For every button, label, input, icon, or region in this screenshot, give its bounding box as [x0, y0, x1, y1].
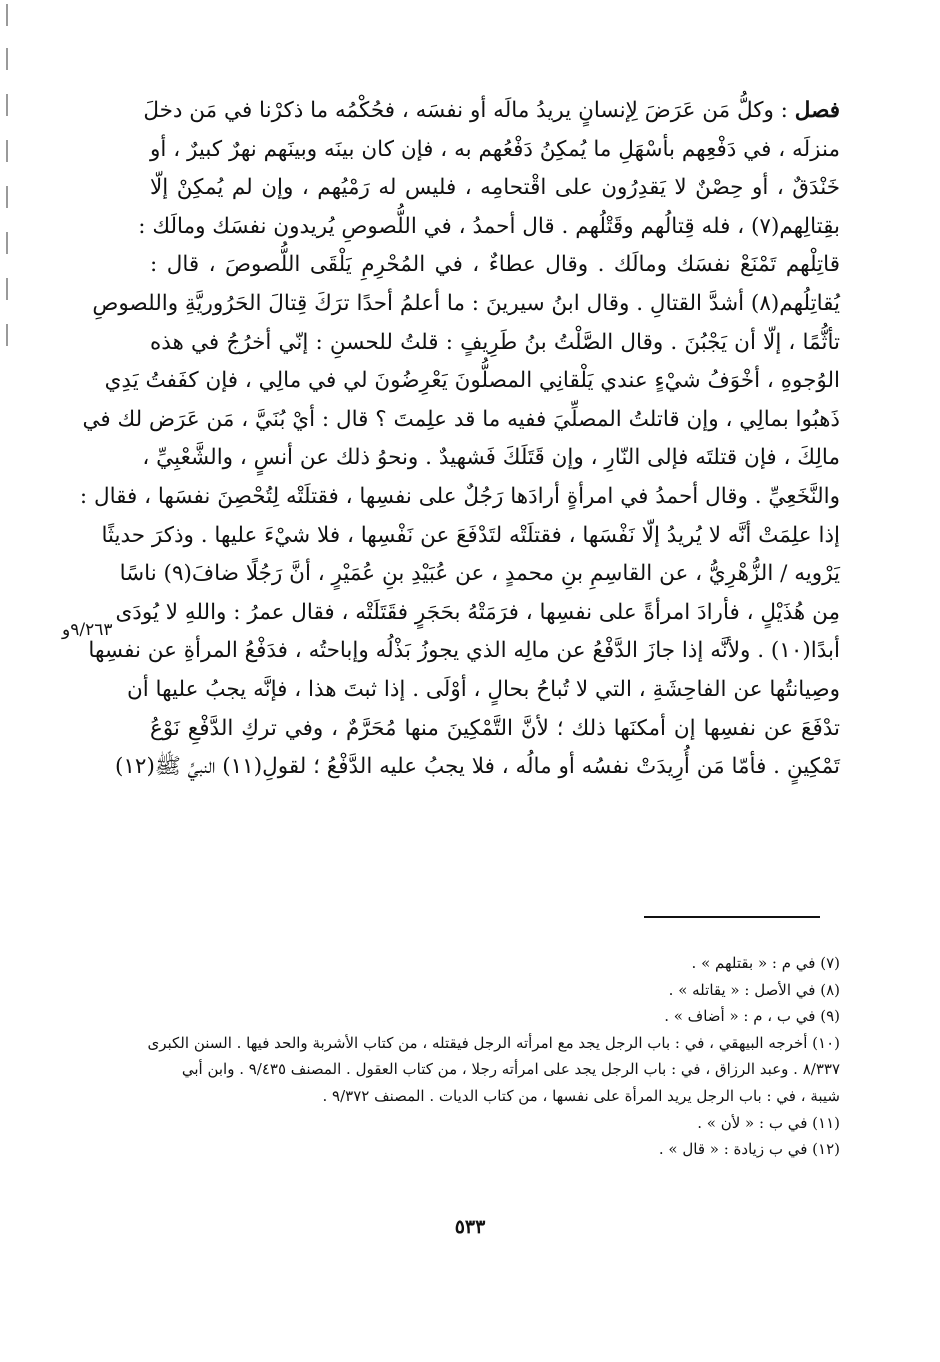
text-line: ذَهبُوا بمالِي ، وإن قاتلتُ المصلِّيَ ففيه ما قد علِمتَ ؟ قال : أيْ بُنَيَّ ، مَن عَرَض لك في: [82, 406, 840, 432]
text-line: مالِكَ ، فإن قتلتَه فإلى النّارِ ، وإن قَتَلَكَ فَشهيدٌ . ونحوُ ذلك عن أنسٍ ، والشَّعْبِيِّ ،: [142, 445, 840, 471]
footnote-10-continued: شيبة ، في : باب الرجل يريد المرأة على نفسها ، من كتاب الديات . المصنف ٩/٣٧٢ .: [322, 1086, 840, 1105]
text-line: قاتِلْهم تَمْنَعْ نفسَك ومالَك . وقال عطاءٌ ، في المُحْرِمِ يَلْقَى اللُّصوصَ ، قال :: [150, 252, 840, 278]
edge-mark: [6, 48, 8, 70]
edge-mark: [6, 4, 8, 26]
edge-mark: [6, 186, 8, 208]
section-heading: فصل: [794, 98, 840, 123]
footnote-divider: [644, 916, 820, 918]
footnote-8: (٨) في الأصل : « يقاتله » .: [668, 980, 840, 999]
text-line: الوُجوهِ ، أخْوَفُ شيْءٍ عندي يَلْقانِي المصلُّونَ يَعْرِضُونَ لي في مالِي ، فإن كفَفتُ يَدِي: [104, 368, 840, 394]
text-line: والنَّخَعِيِّ . وقال أحمدُ في امرأةٍ أرادَها رَجُلٌ على نفسِها ، فقتلَتْه لِتُحْصِنَ نفسَها ، فقال :: [79, 483, 840, 509]
text-line: يُقاتِلُهم(٨) أشدَّ القتالِ . وقال ابنُ سيرينَ : ما أعلمُ أحدًا ترَكَ قِتالَ الحَرُوريَّةِ واللصوصِ: [92, 290, 840, 316]
text-line: تَمْكِينٍ . فأمّا مَن أُرِيدَتْ نفسُه أو مالُه ، فلا يجبُ عليه الدَّفْعُ ؛ لقولِ(١١) النبيِّ ﷺ(١٢): [114, 754, 840, 780]
text-line: تأثُّمًا ، إلّا أن يَجْبُنَ . وقال الصَّلْتُ بنُ طَرِيفٍ : قلتُ للحسنِ : إنّي أخرُجُ في هذه: [150, 329, 840, 355]
text-line: إذا علِمَتْ أنَّه لا يُريدُ إلّا نَفْسَها ، فقتلَتْه لتَدْفَعَ عن نَفْسِها ، فلا شيْءَ عليها . وذكرَ حديثًا: [101, 522, 840, 548]
text-line-1: [143, 92, 840, 131]
margin-manuscript-reference: ٩/٢٦٣و: [62, 620, 113, 640]
text-line: خَنْدَقٌ ، أو حِصْنٌ لا يَقدِرُون على اقْتحامِه ، فليس له رَمْيُهم ، وإن لم يُمكِنْ إلّا: [150, 175, 840, 201]
text-line: بقِتالِهم(٧) ، فله قِتالُهم وقَتْلُهم . قال أحمدُ ، في اللُّصوصِ يُريدون نفسَك ومالَك :: [138, 213, 840, 239]
edge-mark: [6, 278, 8, 300]
page-number: ٥٣٣: [454, 1216, 486, 1238]
text-line: تدْفَعَ عن نفسِها إن أمكنَها ذلك ؛ لأنَّ التَّمْكِينَ منها مُحَرَّمٌ ، وفي تركِ الدَّفْعِ نَوْعُ: [150, 715, 840, 741]
footnote-10-continued: ٨/٣٣٧ . وعبد الرزاق ، في : باب الرجل يجد على امرأته رجلا ، من كتاب العقول . المصنف ٩/٤٣٥ . وابن أبي: [181, 1060, 840, 1079]
footnote-12: (١٢) في ب زيادة : « قال » .: [658, 1140, 840, 1159]
footnotes: [147, 950, 840, 1163]
text-line: منزلَه ، في دَفْعِهم بأسْهَلِ ما يُمكِنُ دَفْعُهم به ، فإن كان بينَه وبينَهم نهرٌ كبيرٌ ، أو: [150, 136, 840, 162]
edge-mark: [6, 324, 8, 346]
text-line: يَرْويه / الزُّهْرِيُّ ، عن القاسِمِ بنِ محمدٍ ، عن عُبَيْدِ بنِ عُمَيْرٍ ، أنَّ رَجُلًا ضافَ(٩) ناسًا: [119, 561, 840, 587]
footnote-9: (٩) في ب ، م : « أضاف » .: [664, 1007, 840, 1026]
text-line: أبدًا(١٠) . ولأنَّه إذا جازَ الدَّفْعُ عن مالِه الذي يجوزُ بَذْلُه وإباحتُه ، فدَفْعُ المرأةِ عن نفسِها: [88, 638, 840, 664]
footnote-11: (١١) في ب : « لأن » .: [697, 1113, 840, 1132]
left-edge-marks: [6, 0, 10, 1362]
text-line: وصِيانتُها عن الفاحِشَةِ ، التي لا تُباحُ بحالٍ ، أوْلَى . إذا ثبتَ هذا ، فإنَّه يجبُ عليها أن: [126, 676, 840, 702]
footnote-10: (١٠) أخرجه البيهقي ، في : باب الرجل يجد مع امرأته الرجل فيقتله ، من كتاب الأشربة والحد فيها . السنن الكبرى: [147, 1033, 840, 1052]
edge-mark: [6, 232, 8, 254]
edge-mark: [6, 94, 8, 116]
footnote-7: (٧) في م : « بقتلهم » .: [691, 954, 840, 972]
edge-mark: [6, 140, 8, 162]
text-line-1-rest: : وكلُّ مَن عَرَضَ لِإنسانٍ يريدُ مالَه أو نفسَه ، فحُكْمُه ما ذكرْنا في مَن دخلَ: [143, 98, 788, 123]
text-line: مِن هُذَيْلٍ ، فأرادَ امرأةً على نفسِها ، فرَمَتْهُ بحَجَرٍ فقَتَلَتْه ، فقال عمرُ : واللهِ لا يُودَى: [115, 599, 840, 625]
